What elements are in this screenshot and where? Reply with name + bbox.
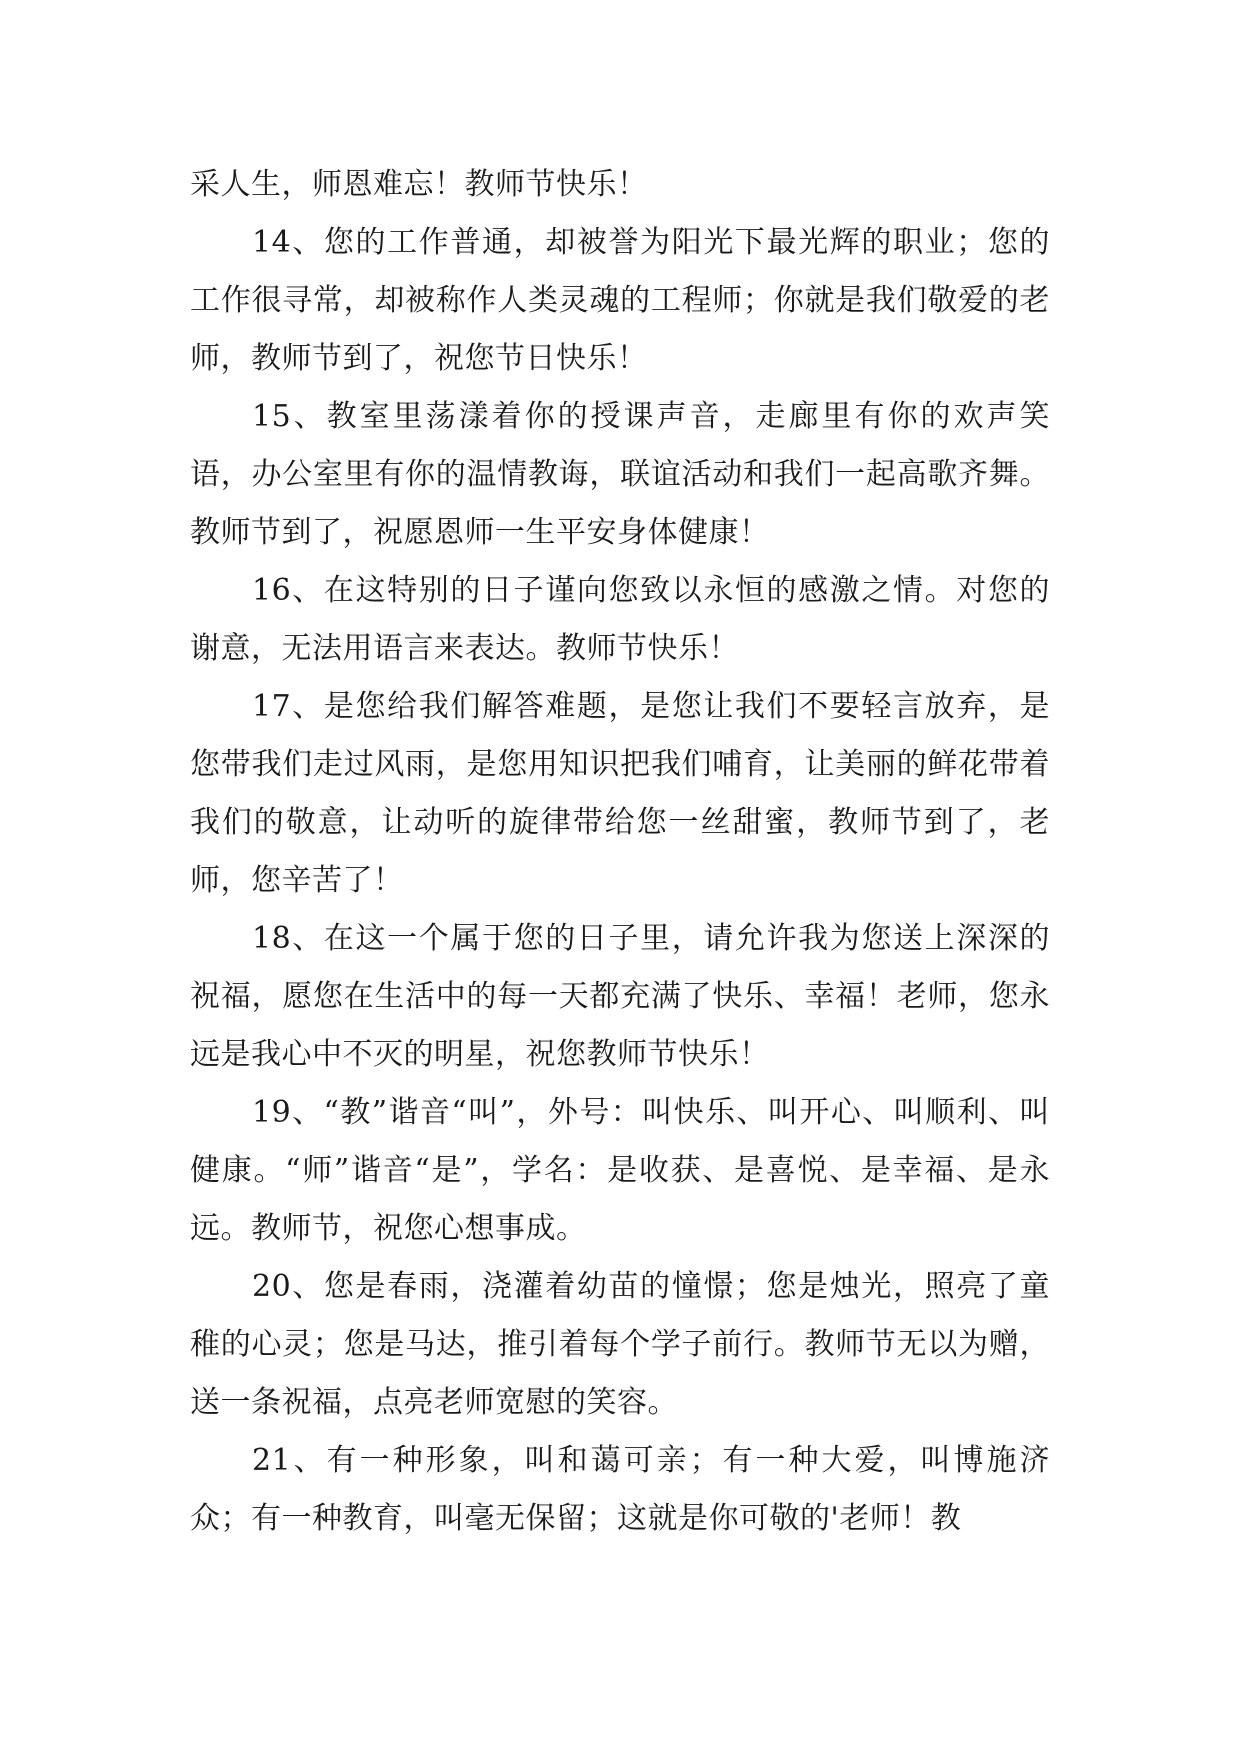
document-body [190,156,1050,1548]
paragraph-continuation: 采人生，师恩难忘！教师节快乐！ [190,167,648,202]
paragraph-15: 15、教室里荡漾着你的授课声音，走廊里有你的欢声笑语，办公室里有你的温情教诲，联谊活动和我们一起高歌齐舞。教师节到了，祝愿恩师一生平安身体健康！ [190,399,1050,550]
paragraph-21: 21、有一种形象，叫和蔼可亲；有一种大爱，叫博施济众；有一种教育，叫毫无保留；这就是你可敬的'老师！教 [190,1443,1050,1536]
paragraph-14: 14、您的工作普通，却被誉为阳光下最光辉的职业；您的工作很寻常，却被称作人类灵魂的工程师；你就是我们敬爱的老师，教师节到了，祝您节日快乐！ [190,225,1050,376]
paragraph-20: 20、您是春雨，浇灌着幼苗的憧憬；您是烛光，照亮了童稚的心灵；您是马达，推引着每个学子前行。教师节无以为赠，送一条祝福，点亮老师宽慰的笑容。 [190,1269,1050,1420]
paragraph-19: 19、“教”谐音“叫”，外号：叫快乐、叫开心、叫顺利、叫健康。“师”谐音“是”，学名：是收获、是喜悦、是幸福、是永远。教师节，祝您心想事成。 [190,1095,1050,1246]
paragraph-17: 17、是您给我们解答难题，是您让我们不要轻言放弃，是您带我们走过风雨，是您用知识把我们哺育，让美丽的鲜花带着我们的敬意，让动听的旋律带给您一丝甜蜜，教师节到了，老师，您辛苦了！ [190,689,1050,898]
paragraph-16: 16、在这特别的日子谨向您致以永恒的感激之情。对您的谢意，无法用语言来表达。教师节快乐！ [190,573,1050,666]
paragraph-18: 18、在这一个属于您的日子里，请允许我为您送上深深的祝福，愿您在生活中的每一天都充满了快乐、幸福！老师，您永远是我心中不灭的明星，祝您教师节快乐！ [190,921,1050,1072]
